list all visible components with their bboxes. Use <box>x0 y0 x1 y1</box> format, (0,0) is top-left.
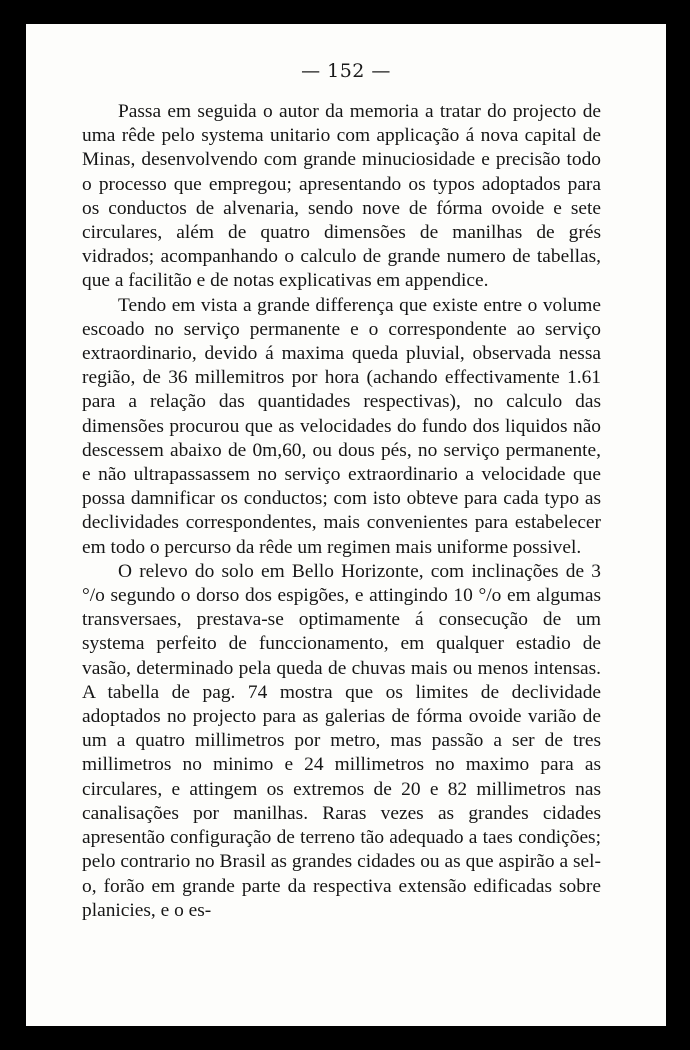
paragraph-3: O relevo do solo em Bello Horizonte, com inclinações de 3 °/o segundo o dorso dos espigões, e attingindo 10 °/o em algumas transversaes, prestava-se optimamente á consecução de um systema perfeito de funccionamento, em qualquer estadio de vasão, determinado pela queda de chuvas mais ou menos intensas. A tabella de pag. 74 mostra que os limites de declividade adoptados no projecto para as galerias de fórma ovoide varião de um a quatro millimetros por metro, mas passão a ser de tres millimetros no minimo e 24 millimetros no maximo para as circulares, e attingem os extremos de 20 e 82 millimetros nas canalisações por manilhas. Raras vezes as grandes cidades apresentão configuração de terreno tão adequado a taes condições; pelo contrario no Brasil as grandes cidades ou as que aspirão a sel-o, forão em grande parte da respectiva extensão edificadas sobre planicies, e o es- <box>82 560 601 921</box>
paragraph-1: Passa em seguida o autor da memoria a tratar do projecto de uma rêde pelo systema unitario com applicação á nova capital de Minas, desenvolvendo com grande minuciosidade e precisão todo o processo que empregou; apresentando os typos adoptados para os conductos de alvenaria, sendo nove de fórma ovoide e sete circulares, além de quatro dimensões de manilhas de grés vidrados; acompanhando o calculo de grande numero de tabellas, que a facilitão e de notas explicativas em appendice. <box>82 101 601 292</box>
page-number: — 152 — <box>301 60 391 82</box>
body-text <box>82 100 601 923</box>
paragraph-2: Tendo em vista a grande differença que existe entre o volume escoado no serviço permanente e o correspondente ao serviço extraordinario, devido á maxima queda pluvial, observada nessa região, de 36 millemitros por hora (achando effectivamente 1.61 para a relação das quantidades respectivas), no calculo das dimensões procurou que as velocidades do fundo dos liquidos não descessem abaixo de 0m,60, ou dous pés, no serviço permanente, e não ultrapassassem no serviço extraordinario a velocidade que possa damnificar os conductos; com isto obteve para cada typo as declividades correspondentes, mais convenientes para estabelecer em todo o percurso da rêde um regimen mais uniforme possivel. <box>82 294 601 558</box>
book-page <box>26 24 666 1026</box>
